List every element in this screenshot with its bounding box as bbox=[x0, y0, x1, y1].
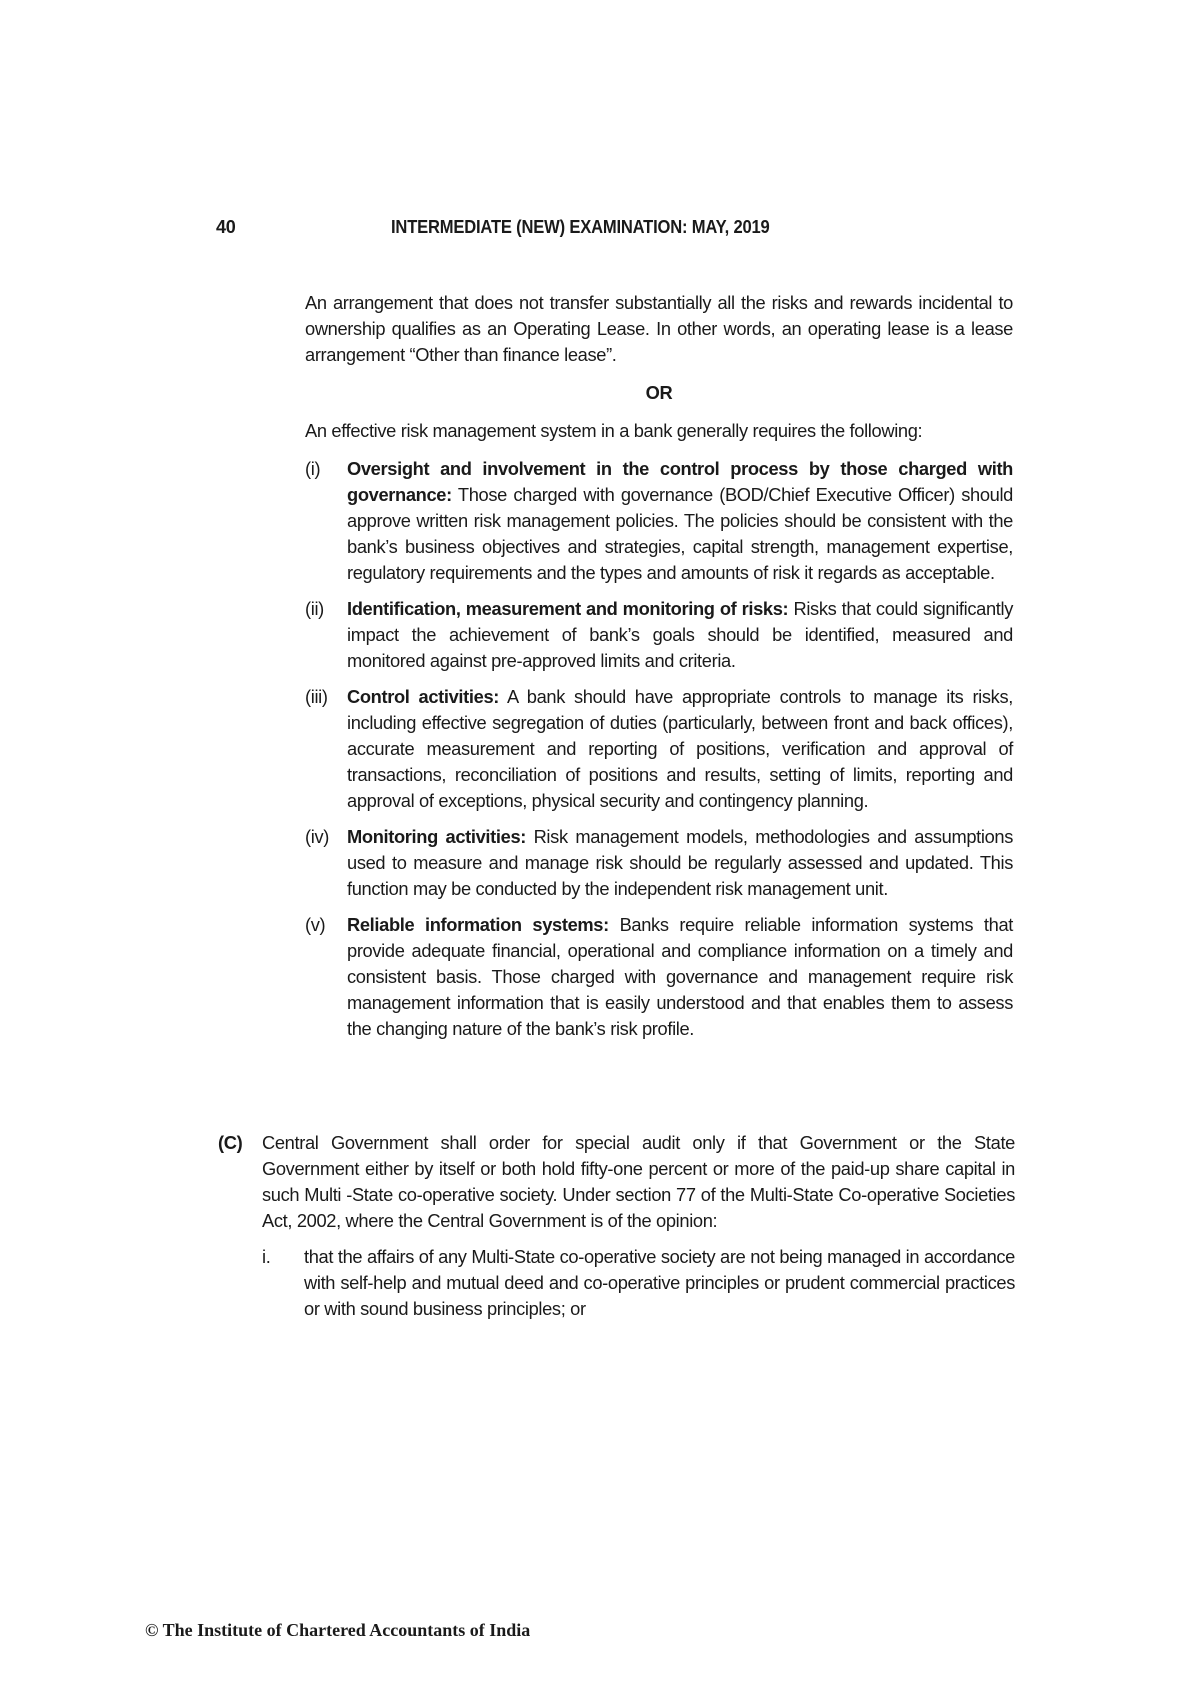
item-number: i. bbox=[262, 1246, 271, 1267]
list-item bbox=[262, 1244, 1015, 1322]
page-title: INTERMEDIATE (NEW) EXAMINATION: MAY, 2019 bbox=[391, 217, 770, 237]
item-heading: Identification, measurement and monitoring of risks: bbox=[347, 598, 789, 619]
item-number: (iv) bbox=[305, 826, 329, 847]
item-heading: Reliable information systems: bbox=[347, 914, 609, 935]
item-number: (i) bbox=[305, 458, 321, 479]
item-number: (ii) bbox=[305, 598, 324, 619]
section-c bbox=[218, 1130, 1015, 1322]
copyright-footer: © The Institute of Chartered Accountants of India bbox=[145, 1620, 531, 1640]
item-number: (v) bbox=[305, 914, 326, 935]
item-heading: Monitoring activities: bbox=[347, 826, 526, 847]
item-heading: Oversight and involvement in the control process by those charged with governance: bbox=[347, 458, 1013, 505]
item-heading: Control activities: bbox=[347, 686, 499, 707]
item-number: (iii) bbox=[305, 686, 328, 707]
item-text: Risk management models, methodologies and assumptions used to measure and manage risk should be regularly assessed and updated. This function may be conducted by the independent risk management unit. bbox=[347, 826, 1014, 899]
item-text: Risks that could significantly impact the achievement of bank’s goals should be identified, measured and monitored against pre-approved limits and criteria. bbox=[347, 598, 1013, 671]
item-text: that the affairs of any Multi-State co-operative society are not being managed in accordance with self-help and mutual deed and co-operative principles or prudent commercial practices or with sound business principles; or bbox=[304, 1246, 1015, 1319]
risk-item bbox=[305, 912, 1013, 1042]
item-text: Banks require reliable information systems that provide adequate financial, operational and compliance information on a timely and consistent basis. Those charged with governance and management require risk management information that is easily understood and that enables them to assess the changing nature of the bank’s risk profile. bbox=[347, 914, 1014, 1039]
item-text: Those charged with governance (BOD/Chief Executive Officer) should approve written risk management policies. The policies should be consistent with the bank’s business objectives and strategies, capital strength, management expertise, regulatory requirements and the types and amounts of risk it regards as acceptable. bbox=[347, 484, 1013, 583]
answer-body bbox=[305, 290, 1013, 1052]
risk-intro-paragraph: An effective risk management system in a bank generally requires the following: bbox=[305, 420, 923, 441]
item-text: A bank should have appropriate controls to manage its risks, including effective segregation of duties (particularly, between front and back offices), accurate measurement and reporting of positions, verification and approval of transactions, reconciliation of positions and results, setting of limits, reporting and approval of exceptions, physical security and contingency planning. bbox=[347, 686, 1013, 811]
risk-item bbox=[305, 684, 1013, 814]
operating-lease-paragraph: An arrangement that does not transfer substantially all the risks and rewards incidental to ownership qualifies as an Operating Lease. In other words, an operating lease is a lease arrangement “Other than finance lease”. bbox=[305, 292, 1013, 365]
or-divider: OR bbox=[645, 382, 673, 403]
page-number: 40 bbox=[216, 217, 236, 237]
section-c-paragraph: Central Government shall order for special audit only if that Government or the State Government either by itself or both hold fifty-one percent or more of the paid-up share capital in such Multi -State co-operative society. Under section 77 of the Multi-State Co-operative Societies Act, 2002, where the Central Government is of the opinion: bbox=[262, 1132, 1015, 1231]
risk-item bbox=[305, 824, 1013, 902]
risk-item bbox=[305, 596, 1013, 674]
risk-item bbox=[305, 456, 1013, 586]
section-label: (C) bbox=[218, 1132, 243, 1153]
